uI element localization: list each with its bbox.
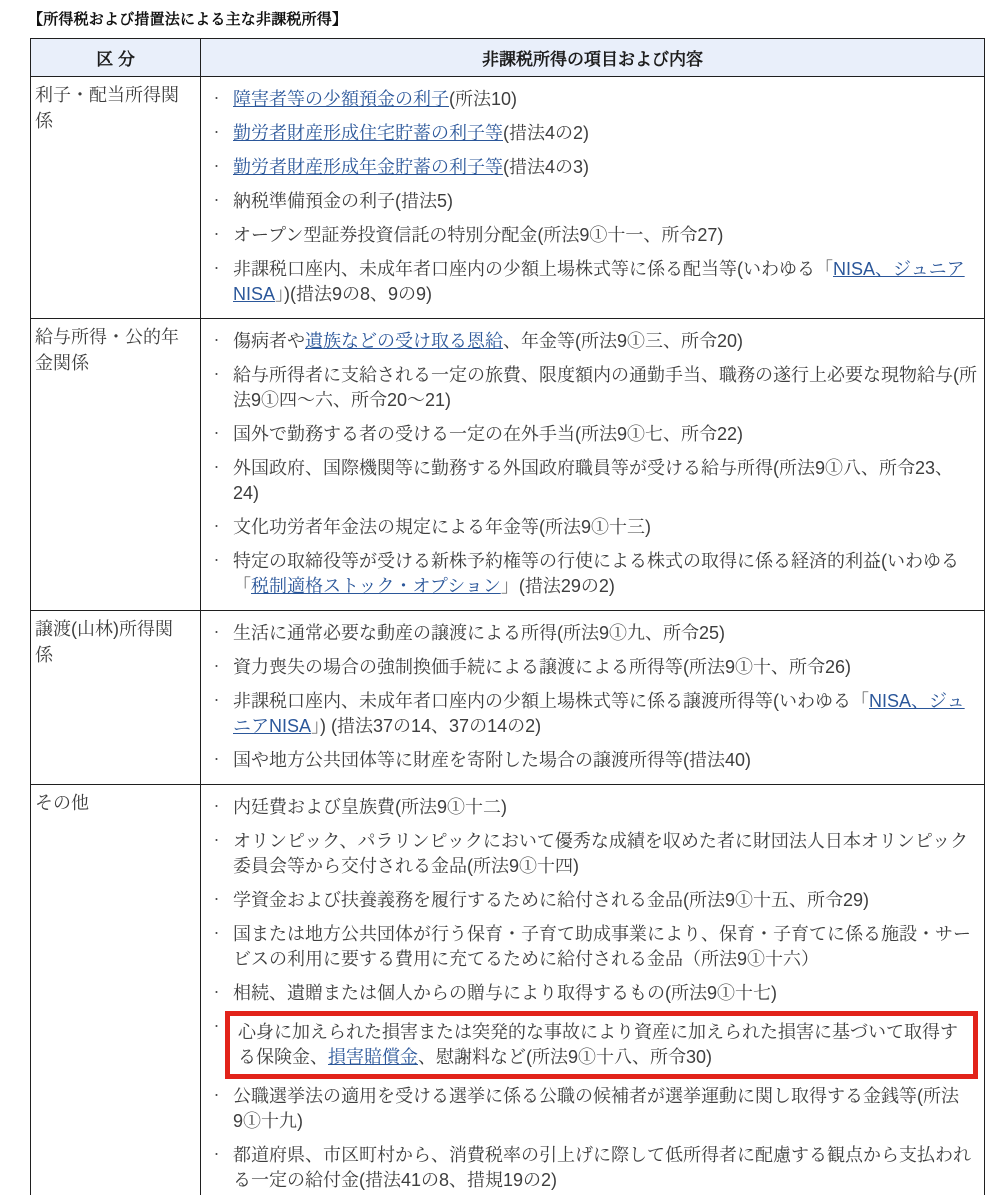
item-text bbox=[233, 456, 978, 506]
bullet-icon: ・ bbox=[211, 127, 222, 139]
category-cell: その他 bbox=[31, 785, 201, 1195]
item-text-segment: 国または地方公共団体が行う保育・子育て助成事業により、保育・子育てに係る施設・サービスの利用に要する費用に充てるために給付される金品（所法9①十六） bbox=[233, 924, 971, 969]
item-text-segment: (措法4の3) bbox=[503, 157, 590, 177]
item-text-segment: 納税準備預金の利子(措法5) bbox=[233, 191, 453, 211]
list-item bbox=[208, 1015, 978, 1075]
bullet-icon: ・ bbox=[211, 894, 222, 906]
item-text-segment: 、年金等(所法9①三、所令20) bbox=[503, 331, 744, 351]
item-text bbox=[233, 981, 978, 1006]
item-text-segment: 学資金および扶養義務を履行するために給付される金品(所法9①十五、所令29) bbox=[233, 890, 870, 910]
item-text bbox=[233, 87, 978, 112]
item-text-segment: (措法4の2) bbox=[503, 123, 590, 143]
item-text bbox=[233, 1084, 978, 1134]
header-row bbox=[31, 39, 985, 77]
items-cell bbox=[201, 785, 985, 1195]
item-text bbox=[233, 689, 978, 739]
list-item bbox=[208, 748, 978, 773]
items-cell bbox=[201, 319, 985, 611]
bullet-icon: ・ bbox=[211, 661, 222, 673]
item-text bbox=[233, 621, 978, 646]
inline-link[interactable]: 勤労者財産形成住宅貯蓄の利子等 bbox=[233, 123, 503, 143]
tax-exempt-income-table bbox=[30, 38, 985, 1195]
item-text-segment: 生活に通常必要な動産の譲渡による所得(所法9①九、所令25) bbox=[233, 623, 726, 643]
item-text-segment: 傷病者や bbox=[233, 331, 305, 351]
bullet-icon: ・ bbox=[211, 335, 222, 347]
item-text bbox=[233, 363, 978, 413]
bullet-icon: ・ bbox=[211, 695, 222, 707]
item-text bbox=[233, 121, 978, 146]
item-text bbox=[233, 1143, 978, 1193]
column-header-items: 非課税所得の項目および内容 bbox=[201, 39, 985, 77]
bullet-icon: ・ bbox=[211, 627, 222, 639]
item-text-segment: 外国政府、国際機関等に勤務する外国政府職員等が受ける給与所得(所法9①八、所令23、24) bbox=[233, 458, 954, 503]
list-item bbox=[208, 329, 978, 354]
list-item bbox=[208, 456, 978, 506]
item-text-segment: 」)(措法9の8、9の9) bbox=[275, 284, 433, 304]
item-text bbox=[233, 549, 978, 599]
bullet-icon: ・ bbox=[211, 1149, 222, 1161]
inline-link[interactable]: 損害賠償金 bbox=[328, 1047, 418, 1067]
bullet-icon: ・ bbox=[211, 462, 222, 474]
table-row bbox=[31, 785, 985, 1195]
item-text-segment: 国外で勤務する者の受ける一定の在外手当(所法9①七、所令22) bbox=[233, 424, 744, 444]
category-cell: 譲渡(山林)所得関係 bbox=[31, 611, 201, 785]
list-item bbox=[208, 155, 978, 180]
list-item bbox=[208, 655, 978, 680]
category-cell: 利子・配当所得関係 bbox=[31, 77, 201, 319]
bullet-icon: ・ bbox=[211, 555, 222, 567]
bullet-icon: ・ bbox=[211, 801, 222, 813]
bullet-icon: ・ bbox=[211, 754, 222, 766]
bullet-icon: ・ bbox=[211, 263, 222, 275]
item-text bbox=[233, 888, 978, 913]
item-text bbox=[233, 422, 978, 447]
item-text-segment: オリンピック、パラリンピックにおいて優秀な成績を収めた者に財団法人日本オリンピック委員会等から交付される金品(所法9①十四) bbox=[233, 831, 969, 876]
table-row bbox=[31, 611, 985, 785]
item-text bbox=[233, 223, 978, 248]
item-text-segment: 給与所得者に支給される一定の旅費、限度額内の通勤手当、職務の遂行上必要な現物給与(所法9①四～六、所令20～21) bbox=[233, 365, 977, 410]
bullet-icon: ・ bbox=[211, 928, 222, 940]
list-item bbox=[208, 795, 978, 820]
item-text-segment: 非課税口座内、未成年者口座内の少額上場株式等に係る配当等(いわゆる「 bbox=[233, 259, 833, 279]
item-text bbox=[233, 795, 978, 820]
item-text-segment: 心身に加えられた損害または突発的な事故により資産に加えられた損害に基づいて取得する保険金、 bbox=[238, 1022, 958, 1067]
item-text bbox=[233, 329, 978, 354]
item-text bbox=[233, 155, 978, 180]
bullet-icon: ・ bbox=[211, 1090, 222, 1102]
table-body bbox=[31, 77, 985, 1195]
list-item bbox=[208, 422, 978, 447]
list-item bbox=[208, 189, 978, 214]
bullet-icon: ・ bbox=[211, 1021, 222, 1033]
list-item bbox=[208, 621, 978, 646]
table-row bbox=[31, 319, 985, 611]
item-text bbox=[233, 829, 978, 879]
bullet-icon: ・ bbox=[211, 521, 222, 533]
item-text bbox=[233, 515, 978, 540]
list-item bbox=[208, 257, 978, 307]
bullet-icon: ・ bbox=[211, 161, 222, 173]
inline-link[interactable]: 勤労者財産形成年金貯蓄の利子等 bbox=[233, 157, 503, 177]
list-item bbox=[208, 549, 978, 599]
item-text bbox=[233, 922, 978, 972]
list-item bbox=[208, 829, 978, 879]
item-text-segment: 非課税口座内、未成年者口座内の少額上場株式等に係る譲渡所得等(いわゆる「 bbox=[233, 691, 869, 711]
list-item bbox=[208, 981, 978, 1006]
items-cell bbox=[201, 611, 985, 785]
item-text-segment: 公職選挙法の適用を受ける選挙に係る公職の候補者が選挙運動に関し取得する金銭等(所法9①十九) bbox=[233, 1086, 959, 1131]
item-text bbox=[233, 189, 978, 214]
inline-link[interactable]: NISA、ジュニアNISA bbox=[233, 691, 965, 736]
item-text-segment: 特定の取締役等が受ける新株予約権等の行使による株式の取得に係る経済的利益(いわゆる「 bbox=[233, 551, 959, 596]
category-cell: 給与所得・公的年金関係 bbox=[31, 319, 201, 611]
column-header-category: 区 分 bbox=[31, 39, 201, 77]
item-text-segment: 、慰謝料など(所法9①十八、所令30) bbox=[418, 1047, 713, 1067]
list-item bbox=[208, 121, 978, 146]
bullet-icon: ・ bbox=[211, 229, 222, 241]
list-item bbox=[208, 87, 978, 112]
table-row bbox=[31, 77, 985, 319]
list-item bbox=[208, 363, 978, 413]
item-text-segment: 資力喪失の場合の強制換価手続による譲渡による所得等(所法9①十、所令26) bbox=[233, 657, 852, 677]
list-item bbox=[208, 689, 978, 739]
list-item bbox=[208, 223, 978, 248]
item-text-segment: オープン型証券投資信託の特別分配金(所法9①十一、所令27) bbox=[233, 225, 724, 245]
item-text-segment: 文化功労者年金法の規定による年金等(所法9①十三) bbox=[233, 517, 651, 537]
inline-link[interactable]: 税制適格ストック・オプション bbox=[251, 576, 501, 596]
highlight-box bbox=[225, 1011, 978, 1079]
page-title: 【所得税および措置法による主な非課税所得】 bbox=[28, 11, 348, 28]
inline-link[interactable]: 遺族などの受け取る恩給 bbox=[305, 331, 503, 351]
bullet-icon: ・ bbox=[211, 987, 222, 999]
list-item bbox=[208, 515, 978, 540]
item-text-segment: 都道府県、市区町村から、消費税率の引上げに際して低所得者に配慮する観点から支払われる一定の給付金(措法41の8、措規19の2) bbox=[233, 1145, 971, 1190]
inline-link[interactable]: NISA、ジュニアNISA bbox=[233, 259, 965, 304]
item-text-segment: 」(措法29の2) bbox=[500, 576, 615, 596]
table-head bbox=[31, 39, 985, 77]
item-text-segment: 内廷費および皇族費(所法9①十二) bbox=[233, 797, 507, 817]
item-text-segment: 相続、遺贈または個人からの贈与により取得するもの(所法9①十七) bbox=[233, 983, 777, 1003]
bullet-icon: ・ bbox=[211, 835, 222, 847]
inline-link[interactable]: 障害者等の少額預金の利子 bbox=[233, 89, 449, 109]
bullet-icon: ・ bbox=[211, 93, 222, 105]
items-cell bbox=[201, 77, 985, 319]
bullet-icon: ・ bbox=[211, 428, 222, 440]
bullet-icon: ・ bbox=[211, 195, 222, 207]
list-item bbox=[208, 888, 978, 913]
bullet-icon: ・ bbox=[211, 369, 222, 381]
item-text-segment: (所法10) bbox=[449, 89, 518, 109]
list-item bbox=[208, 1084, 978, 1134]
item-text-segment: 」) (措法37の14、37の14の2) bbox=[311, 716, 542, 736]
item-text bbox=[233, 748, 978, 773]
list-item bbox=[208, 1143, 978, 1193]
item-text bbox=[233, 655, 978, 680]
item-text-segment: 国や地方公共団体等に財産を寄附した場合の譲渡所得等(措法40) bbox=[233, 750, 752, 770]
list-item bbox=[208, 922, 978, 972]
item-text bbox=[233, 257, 978, 307]
